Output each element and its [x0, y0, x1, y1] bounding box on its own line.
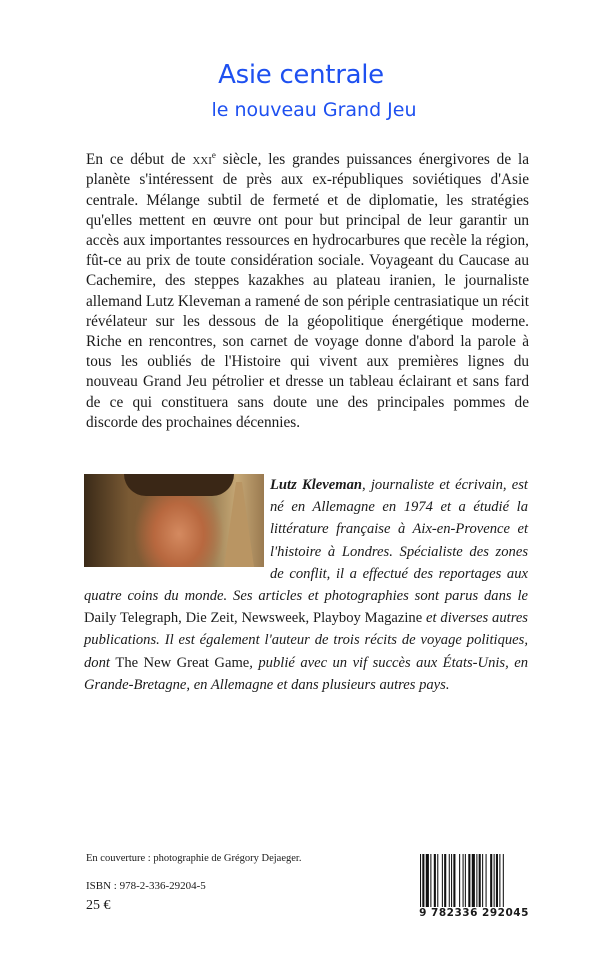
barcode-number: 9 782336 292045 [417, 907, 531, 919]
bio-text: , publié avec un vif succès aux États-Unis, en Grande-Bretagne, en Allemagne et dans plusieurs autres pays. [84, 654, 528, 693]
photo-credit: En couverture : photographie de Grégory Dejaeger. [86, 853, 302, 864]
bio-text: et diverses autres publications. Il est également l'auteur de trois récits de voyage politiques, dont [84, 610, 528, 671]
blurb-text: siècle, les grandes puissances énergivores de la planète s'intéressent de près aux ex-républiques soviétiques d'Asie centrale. Mélange subtil de fermeté et de diplomatie, les stratégies qu'elles mettent en œuvre ont pour but principal de leur garantir un accès aux importantes ressources en hydrocarbures que recèle la région, fût-ce au prix de toute considération sociale. Voyageant du Caucase au Cachemire, des steppes kazakhes au plateau iranien, le journaliste allemand Lutz Kleveman a ramené de son périple centrasiatique un récit révélateur sur les dessous de la géopolitique énergétique moderne. Riche en rencontres, son carnet de voyage donne d'abord la parole à tous les oubliés de l'Histoire qui vivent aux premières lignes du nouveau Grand Jeu pétrolier et dresse un tableau éclairant et sans fard de ce qui constituera sans doute une des principales pommes de discorde des prochaines décennies. [86, 151, 529, 431]
century-numeral: xxi [192, 151, 212, 169]
author-name: Lutz Kleveman [270, 477, 362, 493]
blurb-paragraph [86, 145, 529, 433]
book-title: Asie centrale [218, 60, 384, 90]
book-reference: The New Great Game [115, 654, 250, 671]
blurb-text: En ce début de [86, 151, 193, 169]
publications: Daily Telegraph, Die Zeit, Newsweek, Playboy Magazine [84, 610, 423, 627]
century-superscript: e [211, 150, 216, 160]
barcode [420, 854, 528, 914]
author-photo [84, 474, 264, 567]
isbn: ISBN : 978-2-336-29204-5 [86, 880, 206, 892]
price: 25 € [86, 898, 111, 913]
book-subtitle: le nouveau Grand Jeu [211, 99, 417, 121]
bio-text: , journaliste et écrivain, est né en Allemagne en 1974 et a étudié la littérature française à Aix-en-Provence et l'histoire à Londres. Spécialiste des zones de conflit, il a effectué des reportages aux quatre coins du monde. Ses articles et photographies sont parus dans le [84, 477, 528, 605]
author-bio [84, 474, 528, 696]
